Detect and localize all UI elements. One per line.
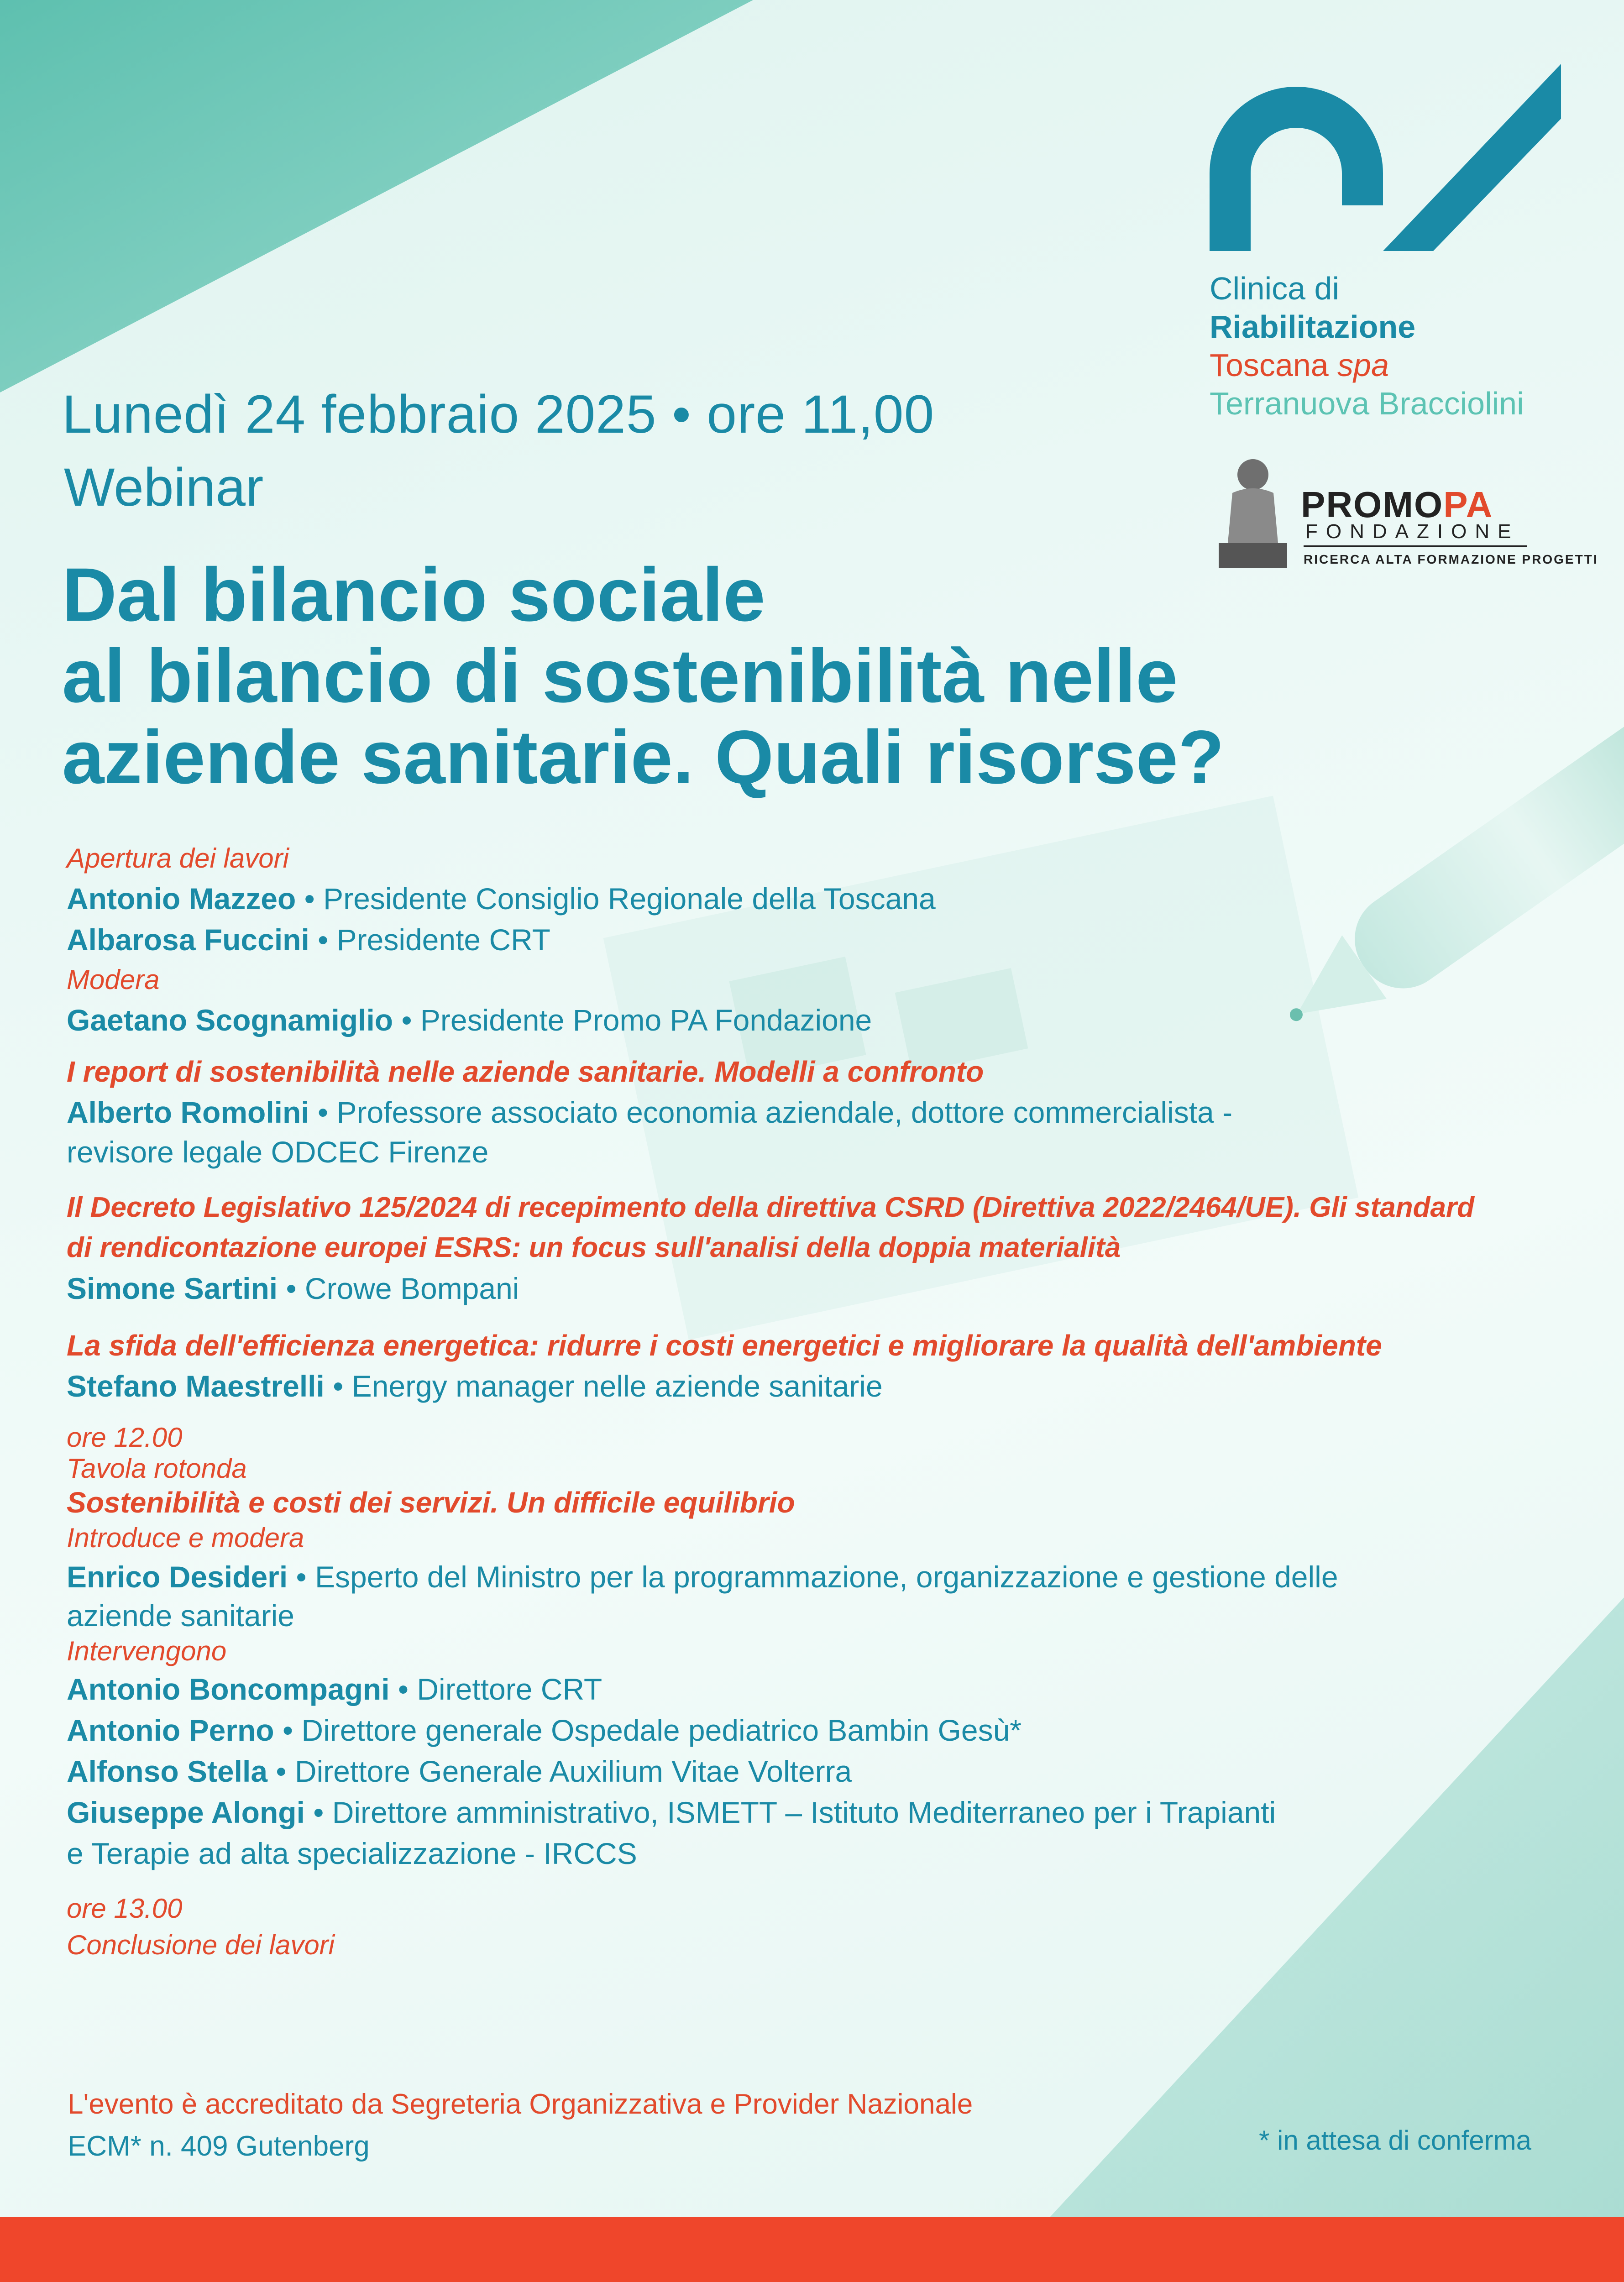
topic-title: Sostenibilità e costi dei servizi. Un difficile equilibrio [67,1486,795,1519]
promopa-name: PROMOPA [1301,484,1493,525]
programme [67,839,1555,1963]
topic-title: Il Decreto Legislativo 125/2024 di recepimento della direttiva CSRD (Direttiva 2022/2464/UE). Gli standard [67,1192,1474,1223]
topic-title-cont: di rendicontazione europei ESRS: un focus sull'analisi della doppia materialità [67,1232,1121,1263]
speaker-role: Energy manager nelle aziende sanitarie [351,1369,883,1403]
promopa-tagline: RICERCA ALTA FORMAZIONE PROGETTI [1304,552,1598,566]
clinica-line4: Terranuova Bracciolini [1210,386,1524,421]
speaker-row: Albarosa Fuccini • Presidente CRT [67,923,550,957]
promopa-rule [1304,545,1527,547]
speaker-row: Antonio Boncompagni • Direttore CRT [67,1672,602,1706]
speaker-role: Direttore Generale Auxilium Vitae Volterra [294,1754,852,1788]
title-line-1: Dal bilancio sociale [62,553,765,637]
speaker-role: Professore associato economia aziendale, dottore commercialista - [336,1095,1233,1129]
event-format: Webinar [64,457,264,518]
accreditation-line-2: ECM* n. 409 Gutenberg [68,2130,370,2162]
speaker-role: Direttore generale Ospedale pediatrico Bambin Gesù* [301,1713,1022,1747]
speaker-role: Presidente Consiglio Regionale della Toscana [323,882,936,916]
accreditation-note [68,2083,973,2167]
speaker-row: Antonio Perno • Direttore generale Ospedale pediatrico Bambin Gesù* [67,1713,1022,1747]
promopa-fondazione: FONDAZIONE [1305,520,1519,543]
topic-title: I report di sostenibilità nelle aziende sanitarie. Modelli a confronto [67,1055,984,1088]
speaker-name: Alfonso Stella [67,1754,268,1788]
time-label: ore 12.00 [67,1422,183,1453]
speaker-name: Gaetano Scognamiglio [67,1003,393,1037]
speaker-name: Antonio Mazzeo [67,882,296,916]
speaker-name: Enrico Desideri [67,1560,288,1594]
speaker-name: Antonio Perno [67,1713,274,1747]
speaker-row: Giuseppe Alongi • Direttore amministrativo, ISMETT – Istituto Mediterraneo per i Trapianti [67,1795,1276,1829]
interv-label: Intervengono [67,1636,227,1666]
speaker-row: Stefano Maestrelli • Energy manager nelle aziende sanitarie [67,1369,883,1403]
speaker-row: Simone Sartini • Crowe Bompani [67,1272,519,1305]
speaker-role: Esperto del Ministro per la programmazione, organizzazione e gestione delle [314,1560,1338,1594]
speaker-role: Direttore CRT [417,1672,602,1706]
speaker-role: Crowe Bompani [304,1272,519,1305]
speaker-name: Simone Sartini [67,1272,278,1305]
round-label: Tavola rotonda [67,1453,247,1484]
event-date: Lunedì 24 febbraio 2025 • ore 11,00 [62,384,935,445]
speaker-role-cont: revisore legale ODCEC Firenze [67,1135,489,1169]
speaker-role: Direttore amministrativo, ISMETT – Istituto Mediterraneo per i Trapianti [332,1795,1276,1829]
speaker-name: Albarosa Fuccini [67,923,309,957]
speaker-name: Antonio Boncompagni [67,1672,390,1706]
accreditation-line-1: L'evento è accreditato da Segreteria Organizzativa e Provider Nazionale [68,2088,973,2120]
speaker-name: Giuseppe Alongi [67,1795,305,1829]
closing-label: Conclusione dei lavori [67,1930,335,1960]
speaker-name: Alberto Romolini [67,1095,309,1129]
speaker-role-cont: aziende sanitarie [67,1599,294,1633]
modera-label: Modera [67,964,160,995]
intro-label: Introduce e modera [67,1523,304,1553]
speaker-role: Presidente CRT [336,923,550,957]
speaker-role: Presidente Promo PA Fondazione [420,1003,872,1037]
clinica-line3: Toscana spa [1210,347,1389,383]
speaker-row: Alfonso Stella • Direttore Generale Auxilium Vitae Volterra [67,1754,852,1788]
corner-triangle [0,0,753,393]
speaker-name: Stefano Maestrelli [67,1369,325,1403]
event-title [62,555,1224,798]
title-line-3: aziende sanitarie. Quali risorse? [62,715,1225,800]
promopa-statue-icon [1210,456,1296,570]
bottom-bar [0,2217,1624,2282]
clinica-logo-icon [1205,59,1570,260]
clinica-logo-text [1210,269,1524,423]
speaker-row: Alberto Romolini • Professore associato economia aziendale, dottore commercialista - [67,1095,1233,1129]
clinica-line2: Riabilitazione [1210,309,1416,345]
title-line-2: al bilancio di sostenibilità nelle [62,634,1178,718]
clinica-line1: Clinica di [1210,271,1339,306]
pending-confirmation-note: * in attesa di conferma [1259,2125,1531,2156]
speaker-row: Antonio Mazzeo • Presidente Consiglio Regionale della Toscana [67,882,936,916]
time-label: ore 13.00 [67,1893,183,1924]
speaker-role-cont: e Terapie ad alta specializzazione - IRCCS [67,1837,637,1870]
speaker-row: Enrico Desideri • Esperto del Ministro per la programmazione, organizzazione e gestione delle [67,1560,1338,1594]
topic-title: La sfida dell'efficienza energetica: ridurre i costi energetici e migliorare la qualità dell'ambiente [67,1329,1382,1362]
opening-label: Apertura dei lavori [67,843,289,874]
speaker-row: Gaetano Scognamiglio • Presidente Promo PA Fondazione [67,1003,872,1037]
